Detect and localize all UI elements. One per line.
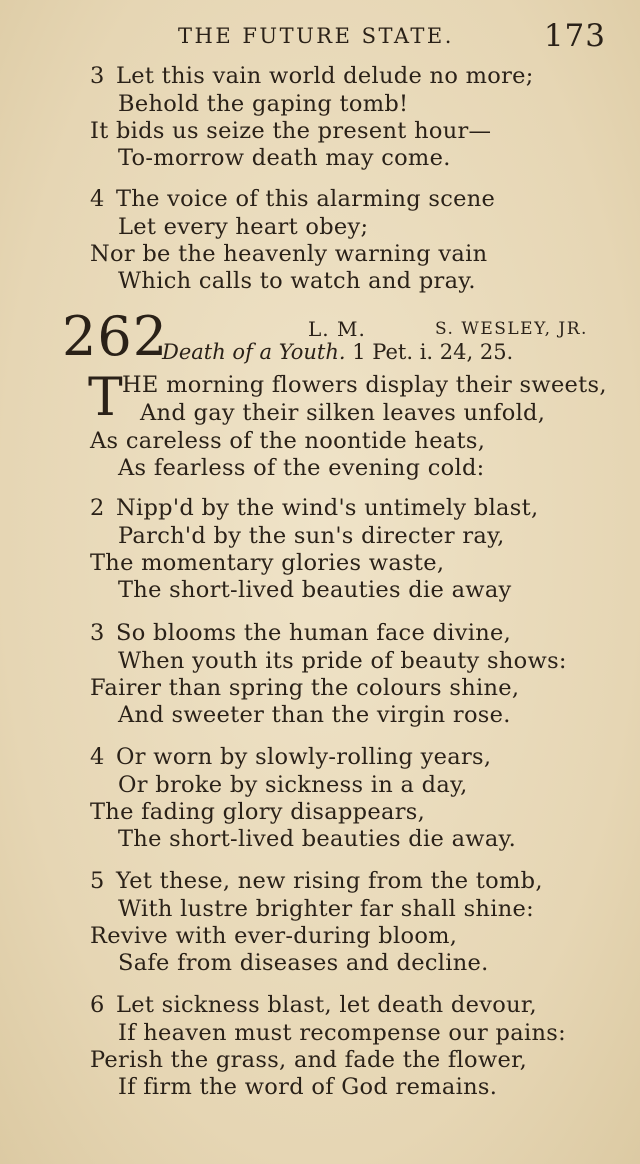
verse-line: Fairer than spring the colours shine, xyxy=(90,675,520,701)
verse-line: It bids us seize the present hour— xyxy=(90,118,492,144)
verse-line: And gay their silken leaves unfold, xyxy=(140,400,546,426)
stanza-number: 4 xyxy=(90,186,105,212)
stanza-number: 2 xyxy=(90,495,105,521)
verse-line: Let every heart obey; xyxy=(118,214,369,240)
verse-line: As careless of the noontide heats, xyxy=(90,428,486,454)
page-number: 173 xyxy=(543,18,606,54)
drop-cap: T xyxy=(88,368,123,428)
verse-line: As fearless of the evening cold: xyxy=(118,455,485,481)
scripture-reference: 1 Pet. i. 24, 25. xyxy=(352,340,514,364)
verse-line: 4 The voice of this alarming scene xyxy=(90,186,496,212)
verse-line: Which calls to watch and pray. xyxy=(118,268,476,294)
verse-line: The momentary glories waste, xyxy=(90,550,445,576)
hymn-title: Death of a Youth. xyxy=(162,340,346,364)
running-title: THE FUTURE STATE. xyxy=(178,24,454,48)
verse-line: Nor be the heavenly warning vain xyxy=(90,241,488,267)
verse-line: If heaven must recompense our pains: xyxy=(118,1020,566,1046)
verse-line: If firm the word of God remains. xyxy=(118,1074,498,1100)
verse-line: 2 Nipp'd by the wind's untimely blast, xyxy=(90,495,539,521)
verse-line: Parch'd by the sun's directer ray, xyxy=(118,523,505,549)
verse-line: To-morrow death may come. xyxy=(118,145,451,171)
verse-line: The fading glory disappears, xyxy=(90,799,426,825)
verse-line: The short-lived beauties die away. xyxy=(118,826,517,852)
verse-line: 4 Or worn by slowly-rolling years, xyxy=(90,744,492,770)
verse-line: 6 Let sickness blast, let death devour, xyxy=(90,992,537,1018)
page-header xyxy=(0,18,640,58)
verse-line: Behold the gaping tomb! xyxy=(118,91,409,117)
verse-line: Revive with ever-during bloom, xyxy=(90,923,458,949)
verse-line: When youth its pride of beauty shows: xyxy=(118,648,567,674)
verse-line: Perish the grass, and fade the flower, xyxy=(90,1047,528,1073)
hymn-subtitle xyxy=(162,340,513,364)
hymn-author: S. WESLEY, JR. xyxy=(435,319,588,339)
verse-line: The short-lived beauties die away xyxy=(118,577,512,603)
verse-line: Or broke by sickness in a day, xyxy=(118,772,468,798)
stanza-number: 3 xyxy=(90,63,105,89)
verse-line: 3 So blooms the human face divine, xyxy=(90,620,512,646)
verse-line: 5 Yet these, new rising from the tomb, xyxy=(90,868,543,894)
stanza-number: 5 xyxy=(90,868,105,894)
verse-line: HE morning flowers display their sweets, xyxy=(122,372,607,398)
verse-line: And sweeter than the virgin rose. xyxy=(118,702,511,728)
hymn-meter: L. M. xyxy=(308,317,366,341)
stanza-number: 3 xyxy=(90,620,105,646)
verse-line: With lustre brighter far shall shine: xyxy=(118,896,534,922)
verse-line: Safe from diseases and decline. xyxy=(118,950,489,976)
stanza-number: 6 xyxy=(90,992,105,1018)
hymn-number: 262 xyxy=(62,305,169,368)
verse-line: 3 Let this vain world delude no more; xyxy=(90,63,534,89)
stanza-number: 4 xyxy=(90,744,105,770)
